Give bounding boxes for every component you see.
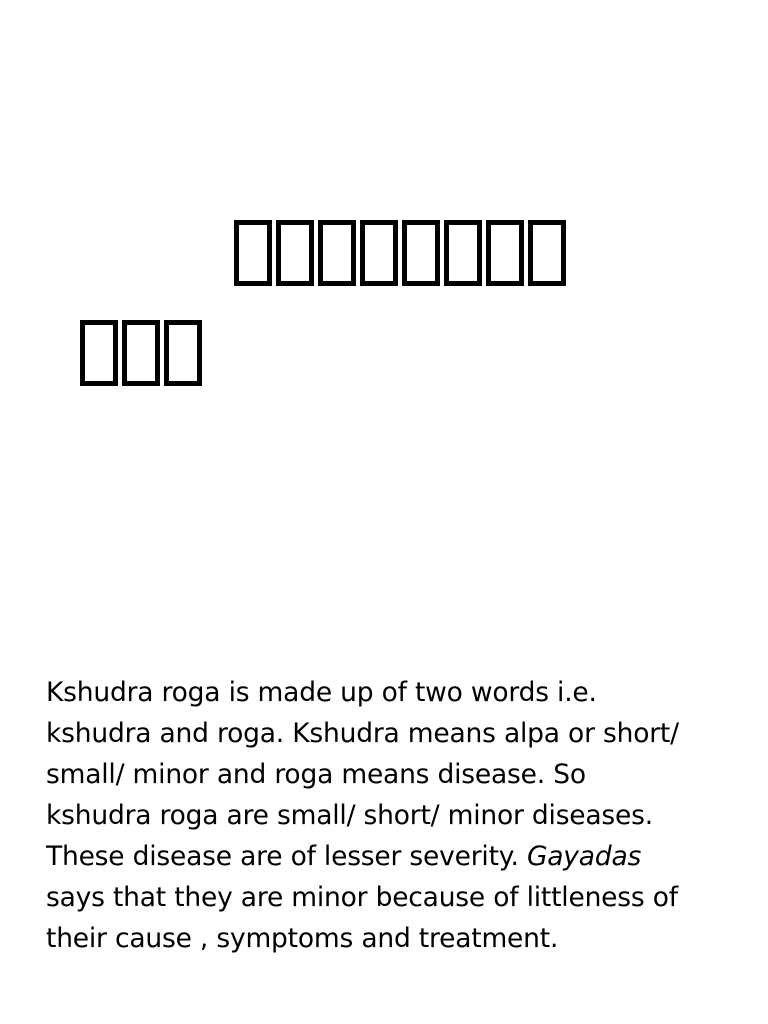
missing-glyph-box xyxy=(528,220,566,286)
missing-glyph-box xyxy=(80,320,118,386)
paragraph-line xyxy=(46,836,736,877)
paragraph-line: kshudra and roga. Kshudra means alpa or short/ xyxy=(46,718,679,749)
paragraph-line: kshudra roga are small/ short/ minor diseases. xyxy=(46,800,653,831)
missing-glyph-box xyxy=(318,220,356,286)
missing-glyph-box xyxy=(276,220,314,286)
missing-glyph-box xyxy=(486,220,524,286)
paragraph-line: their cause , symptoms and treatment. xyxy=(46,923,559,954)
slide-title xyxy=(0,0,768,420)
missing-glyph-box xyxy=(402,220,440,286)
paragraph-line: Kshudra roga is made up of two words i.e. xyxy=(46,677,597,708)
missing-glyph-box xyxy=(360,220,398,286)
paragraph-line: small/ minor and roga means disease. So xyxy=(46,759,586,790)
missing-glyph-box xyxy=(164,320,202,386)
title-line-1 xyxy=(234,220,566,286)
title-line-2 xyxy=(80,320,202,386)
missing-glyph-box xyxy=(234,220,272,286)
paragraph-text: These disease are of lesser severity. xyxy=(46,841,527,872)
missing-glyph-box xyxy=(444,220,482,286)
body-paragraph xyxy=(46,672,736,959)
paragraph-line: says that they are minor because of littleness of xyxy=(46,882,678,913)
author-name-gayadas: Gayadas xyxy=(526,841,642,872)
missing-glyph-box xyxy=(122,320,160,386)
